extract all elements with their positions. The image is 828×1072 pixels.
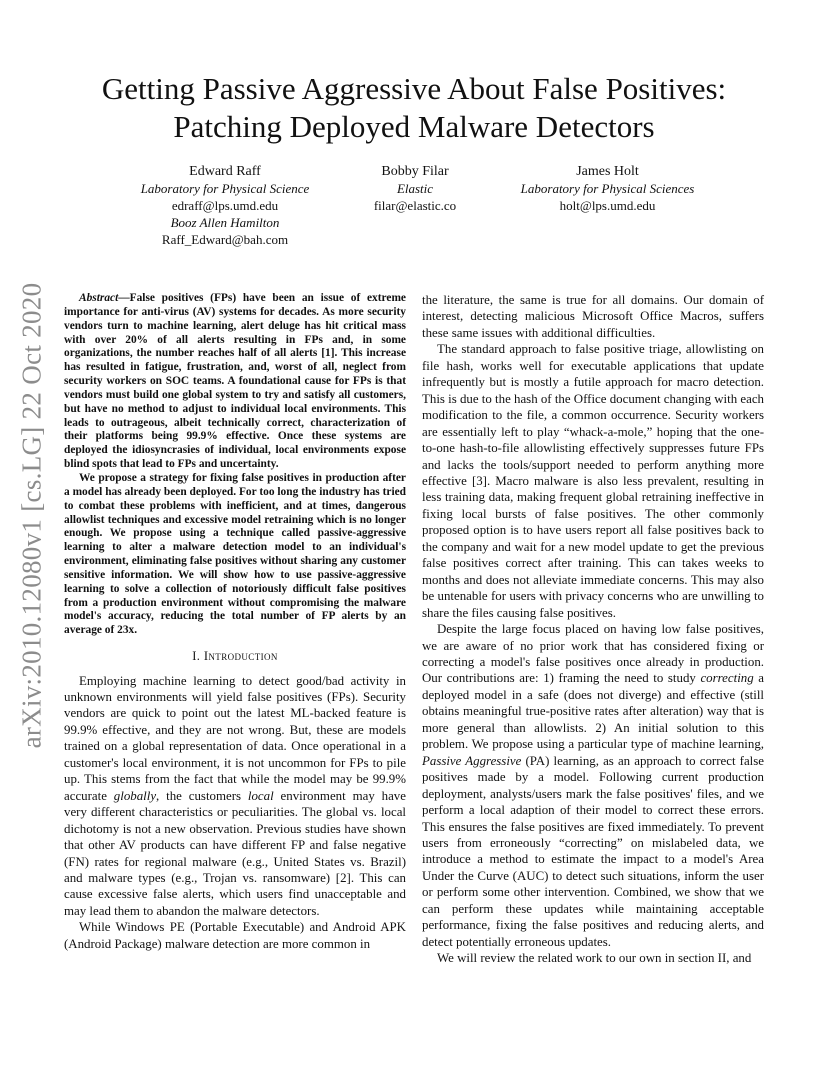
text-run: Despite the large focus placed on having low false positives, we are aware of no prior work that has considered fixing or correcting a model's false positives once already in production. Our contributions are: 1) framing the need to study bbox=[422, 622, 764, 686]
text-run: Employing machine learning to detect good/bad activity in unknown environments will yield false positives (FPs). Security vendors are quick to point out the latest ML-backed feature is 99.9% effective, and they are not wrong. But, these are models trained on a global representation of data. Once operational in a customer's local environment, it is not uncommon for FPs to pile up. This stems from the fact that while the model may be 99.9% accurate bbox=[64, 673, 406, 803]
right-paragraph-3: We will review the related work to our own in section II, and bbox=[437, 951, 752, 966]
text-run: a deployed model in a safe (does not diverge) and effective (still obtains meaningful true-positive rates after alteration) way that is more general than allowlists. 2) An initial solution to this problem. We propose using a particular type of machine learning, bbox=[422, 671, 765, 752]
text-run: (PA) learning, as an approach to correct false positives made by a model. Following current production deployment, analysts/users mark the false positives' files, and we perform a local adaption of their model to correct these errors. This ensures the false positives are fixed immediately. To prevent users from erroneously “correcting” on mislabeled data, we introduce a method to estimate the impact to a model's Area Under the Curve (AUC) to detect such situations, inform the user or perform some other intervention. Combined, we show that we can perform these updates while maintaining acceptable performance, fixing the false positives and reducing alerts, and detect potentially erroneous updates. bbox=[422, 753, 764, 949]
author-affiliation-2: Booz Allen Hamilton bbox=[170, 215, 280, 230]
left-column bbox=[64, 292, 406, 952]
author-block-1 bbox=[115, 163, 335, 248]
author-affiliation: Laboratory for Physical Science bbox=[140, 181, 310, 196]
author-block-2 bbox=[335, 163, 495, 214]
paper-title bbox=[60, 70, 768, 146]
author-email-2: Raff_Edward@bah.com bbox=[161, 232, 289, 247]
abstract bbox=[64, 292, 406, 638]
author-affiliation: Laboratory for Physical Sciences bbox=[520, 181, 695, 196]
emphasis-passive-aggressive: Passive Aggressive bbox=[422, 753, 522, 768]
intro-paragraph-1 bbox=[64, 673, 406, 920]
title-line-2: Patching Deployed Malware Detectors bbox=[173, 109, 655, 144]
author-email: edraff@lps.umd.edu bbox=[171, 198, 279, 213]
abstract-dash: — bbox=[118, 292, 130, 304]
abstract-paragraph-2: We propose a strategy for fixing false positives in production after a model has already been deployed. For too long the industry has tried to combat these problems with inefficient, and at times, dangerous allowlist techniques and excessive model retraining which is no longer enough. We propose using a technique called passive-aggressive learning to alter a malware detection model to an individual's environment, eliminating false positives without sharing any customer sensitive information. We will show how to use passive-aggressive learning to solve a collection of notoriously difficult false positives from a production environment without compromising the malware model's accuracy, reducing the total number of FP alerts by an average of 23x. bbox=[64, 471, 406, 637]
section-heading-introduction bbox=[64, 648, 406, 664]
right-paragraph-2 bbox=[422, 621, 764, 950]
emphasis-globally: globally bbox=[113, 788, 157, 803]
text-run: , the customers bbox=[156, 788, 248, 803]
abstract-text-1: False positives (FPs) have been an issue of extreme importance for anti-virus (AV) systems for decades. As more security vendors turn to machine learning, alert deluge has hit critical mass with over 20% of all alerts resulting in FPs and, in some organizations, the number reaches half of all alerts [1]. This increase has resulted in fatigue, frustration, and, worst of all, neglect from security workers on SOC teams. A foundational cause for FPs is that vendors must build one global system to try and satisfy all customers, but have no method to adjust to individual local environments. This leads to outrageous, albeit technically correct, characterization of their platforms being 99.9% effective. Once these systems are deployed the idiosyncrasies of individual, local environments expose blind spots that lead to FPs and uncertainty. bbox=[64, 292, 406, 471]
right-paragraph-0: the literature, the same is true for all domains. Our domain of interest, detecting malicious Microsoft Office Macros, suffers these same issues with additional difficulties. bbox=[422, 293, 764, 340]
author-name: James Holt bbox=[576, 164, 639, 179]
right-paragraph-1: The standard approach to false positive triage, allowlisting on file hash, works well for executable applications that update infrequently but is mostly a futile approach for macro detection. This is due to the hash of the Office document changing with each modification to the file, a common occurrence. Security workers are essentially left to play “whack-a-mole,” hoping that the one-to-one hash-to-file allowlisting effectively suppresses future FPs and lacks the tools/support needed to perform anything more effective [3]. Macro malware is also less prevalent, resulting in less training data, making frequent global retraining ineffective in fixing local bursts of false positives. The other commonly proposed option is to have users report all false positives back to the company and wait for a new model update to get the previous false positives correct after training. This can takes weeks to months and does not alleviate immediate concerns. This may also be untenable for users with privacy concerns who are unwilling to share the files causing false positives. bbox=[422, 342, 764, 620]
author-affiliation: Elastic bbox=[396, 181, 434, 196]
text-run: environment may have very different characteristics or peculiarities. The global vs. local dichotomy is not a new observation. Previous studies have shown that other AV products can have different FP and false negative (FN) rates for regional malware (e.g., United States vs. Brazil) and malware types (e.g., Trojan vs. ransomware) [2]. This can cause excessive false alerts, which users find unacceptable and may lead them to abandon the malware detectors. bbox=[64, 788, 406, 918]
intro-paragraph-2: While Windows PE (Portable Executable) and Android APK (Android Package) malware detection are more common in bbox=[64, 920, 406, 951]
author-email: holt@lps.umd.edu bbox=[559, 198, 656, 213]
abstract-paragraph-1 bbox=[64, 292, 406, 472]
right-column bbox=[422, 292, 764, 967]
section-name: Introduction bbox=[203, 649, 278, 664]
title-line-1: Getting Passive Aggressive About False Positives: bbox=[101, 71, 727, 106]
abstract-label: Abstract bbox=[79, 292, 119, 304]
emphasis-correcting: correcting bbox=[700, 671, 754, 686]
section-numeral: I. bbox=[192, 649, 204, 664]
arxiv-sidebar-stamp bbox=[2, 275, 62, 755]
emphasis-local: local bbox=[247, 788, 274, 803]
author-email: filar@elastic.co bbox=[373, 198, 457, 213]
author-block-3 bbox=[495, 163, 720, 214]
arxiv-identifier: arXiv:2010.12080v1 [cs.LG] 22 Oct 2020 bbox=[16, 282, 47, 748]
author-name: Bobby Filar bbox=[381, 164, 449, 179]
author-name: Edward Raff bbox=[189, 164, 261, 179]
